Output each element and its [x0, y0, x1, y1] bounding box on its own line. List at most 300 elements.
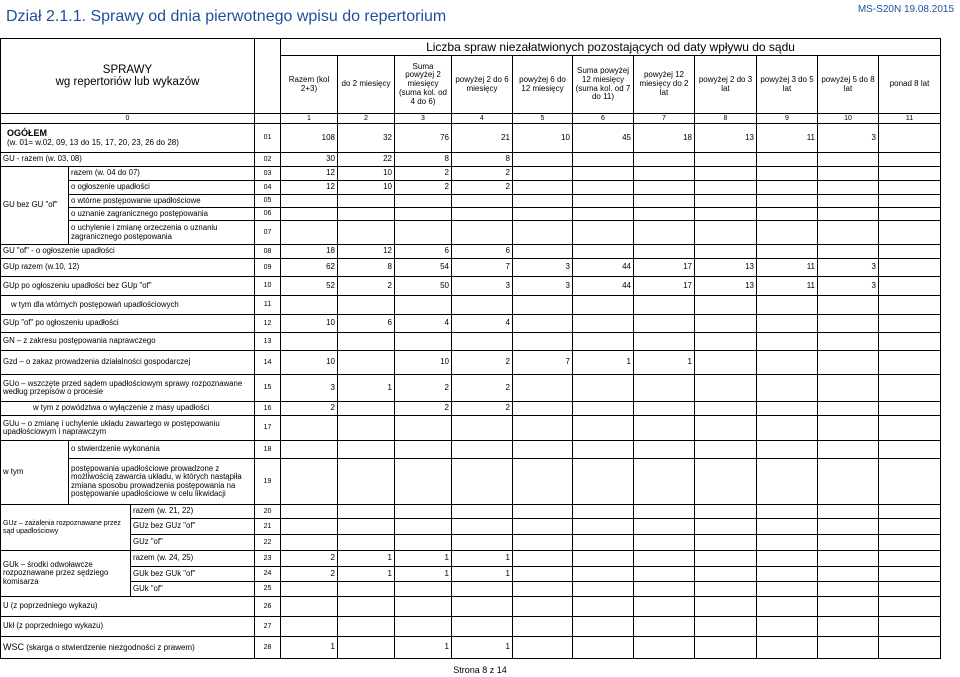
value-cell [634, 153, 695, 167]
value-cell: 10 [281, 351, 338, 375]
group-label-wtym: w tym [1, 441, 69, 505]
column-header: ponad 8 lat [879, 56, 941, 114]
value-cell [634, 333, 695, 351]
table-row [1, 617, 941, 637]
value-cell [513, 505, 573, 519]
value-cell [818, 416, 879, 441]
value-cell: 3 [818, 124, 879, 153]
row-code: 13 [255, 333, 281, 351]
row-label: U (z poprzedniego wykazu) [1, 597, 255, 617]
value-cell [452, 195, 513, 208]
row-code: 15 [255, 375, 281, 402]
value-cell [513, 208, 573, 221]
value-cell [338, 296, 395, 315]
value-cell [634, 617, 695, 637]
value-cell: 3 [818, 277, 879, 296]
value-cell [338, 535, 395, 551]
value-cell [695, 195, 757, 208]
row-code: 25 [255, 582, 281, 597]
value-cell: 3 [513, 259, 573, 277]
value-cell [634, 221, 695, 245]
row-label: GU - razem (w. 03, 08) [1, 153, 255, 167]
value-cell [513, 617, 573, 637]
value-cell: 1 [338, 375, 395, 402]
row-label: GN – z zakresu postępowania naprawczego [1, 333, 255, 351]
value-cell [634, 597, 695, 617]
value-cell [338, 221, 395, 245]
value-cell: 1 [395, 567, 452, 582]
index-code-cell [255, 114, 281, 124]
value-cell [695, 181, 757, 195]
value-cell [818, 567, 879, 582]
value-cell [695, 441, 757, 459]
column-header: powyżej 6 do 12 miesięcy [513, 56, 573, 114]
value-cell [695, 551, 757, 567]
value-cell-empty [879, 567, 941, 582]
value-cell: 108 [281, 124, 338, 153]
value-cell [395, 195, 452, 208]
value-cell: 2 [395, 375, 452, 402]
value-cell [634, 535, 695, 551]
value-cell [695, 208, 757, 221]
value-cell [818, 315, 879, 333]
value-cell [573, 519, 634, 535]
index-cell: 9 [757, 114, 818, 124]
value-cell [818, 535, 879, 551]
value-cell [818, 617, 879, 637]
row-code: 06 [255, 208, 281, 221]
value-cell [695, 597, 757, 617]
value-cell: 13 [695, 259, 757, 277]
value-cell-empty [879, 181, 941, 195]
value-cell: 11 [757, 259, 818, 277]
value-cell [695, 221, 757, 245]
table-row [1, 245, 941, 259]
value-cell [757, 459, 818, 505]
value-cell [818, 208, 879, 221]
top-header: Liczba spraw niezałatwionych pozostających od daty wpływu do sądu [281, 39, 941, 56]
value-cell [452, 535, 513, 551]
value-cell: 17 [634, 259, 695, 277]
value-cell-empty [879, 582, 941, 597]
row-label: GUu – o zmianę i uchylenie układu zawartego w postępowaniu upadłościowym i naprawczym [1, 416, 255, 441]
value-cell [573, 505, 634, 519]
row-label: GUz "of" [131, 535, 255, 551]
index-cell: 7 [634, 114, 695, 124]
value-cell [818, 351, 879, 375]
value-cell [338, 333, 395, 351]
row-code: 10 [255, 277, 281, 296]
row-label: razem (w. 24, 25) [131, 551, 255, 567]
value-cell [818, 519, 879, 535]
value-cell [573, 637, 634, 659]
column-header: Suma powyżej 2 miesięcy (suma kol. od 4 do 6) [395, 56, 452, 114]
value-cell [818, 221, 879, 245]
row-code: 03 [255, 167, 281, 181]
value-cell [395, 617, 452, 637]
value-cell: 2 [338, 277, 395, 296]
value-cell-empty [879, 277, 941, 296]
value-cell [818, 551, 879, 567]
value-cell [757, 167, 818, 181]
value-cell: 3 [281, 375, 338, 402]
table-row [1, 221, 941, 245]
value-cell [338, 597, 395, 617]
value-cell [513, 153, 573, 167]
value-cell [513, 416, 573, 441]
value-cell-empty [879, 333, 941, 351]
value-cell [695, 245, 757, 259]
value-cell [695, 402, 757, 416]
index-cell: 1 [281, 114, 338, 124]
value-cell [818, 167, 879, 181]
row-label: o wtórne postępowanie upadłościowe [69, 195, 255, 208]
spawy-header-line2: wg repertoriów lub wykazów [55, 76, 200, 88]
value-cell [573, 153, 634, 167]
value-cell: 2 [281, 551, 338, 567]
column-header: Razem (kol 2+3) [281, 56, 338, 114]
value-cell [281, 505, 338, 519]
row-label: GUk bez GUk "of" [131, 567, 255, 582]
value-cell: 2 [395, 402, 452, 416]
value-cell [818, 459, 879, 505]
group-label-guz: GUz – zażalenia rozpoznawane przez sąd upadłościowy [1, 505, 131, 551]
value-cell: 3 [513, 277, 573, 296]
row-code: 08 [255, 245, 281, 259]
value-cell [395, 208, 452, 221]
value-cell [573, 167, 634, 181]
value-cell: 1 [338, 551, 395, 567]
value-cell [818, 597, 879, 617]
value-cell-empty [879, 597, 941, 617]
value-cell [513, 535, 573, 551]
value-cell [513, 245, 573, 259]
value-cell: 6 [452, 245, 513, 259]
row-label: o uchylenie i zmianę orzeczenia o uznaniu zagranicznego postępowania [69, 221, 255, 245]
row-code: 02 [255, 153, 281, 167]
value-cell [281, 519, 338, 535]
table-row [1, 505, 941, 519]
value-cell [757, 551, 818, 567]
value-cell [513, 333, 573, 351]
value-cell: 2 [281, 567, 338, 582]
value-cell [695, 459, 757, 505]
row-code: 18 [255, 441, 281, 459]
row-code: 23 [255, 551, 281, 567]
value-cell [513, 582, 573, 597]
code-column-header [255, 39, 281, 114]
total-label: OGÓŁEM [7, 128, 47, 139]
value-cell: 2 [452, 351, 513, 375]
value-cell: 12 [281, 181, 338, 195]
value-cell [757, 519, 818, 535]
value-cell [452, 441, 513, 459]
row-label: razem (w. 21, 22) [131, 505, 255, 519]
value-cell: 11 [757, 124, 818, 153]
row-code: 11 [255, 296, 281, 315]
value-cell [634, 551, 695, 567]
value-cell [513, 167, 573, 181]
index-cell: 4 [452, 114, 513, 124]
value-cell: 44 [573, 259, 634, 277]
value-cell [695, 153, 757, 167]
value-cell: 10 [338, 181, 395, 195]
value-cell: 2 [452, 181, 513, 195]
value-cell: 1 [281, 637, 338, 659]
value-cell [452, 208, 513, 221]
value-cell: 1 [634, 351, 695, 375]
value-cell [573, 567, 634, 582]
value-cell: 2 [395, 167, 452, 181]
value-cell [634, 567, 695, 582]
value-cell [452, 333, 513, 351]
value-cell [338, 582, 395, 597]
value-cell [452, 582, 513, 597]
value-cell: 8 [395, 153, 452, 167]
value-cell [695, 351, 757, 375]
value-cell [573, 535, 634, 551]
value-cell [695, 582, 757, 597]
value-cell [573, 375, 634, 402]
value-cell [573, 402, 634, 416]
value-cell [573, 441, 634, 459]
value-cell [757, 617, 818, 637]
value-cell-empty [879, 617, 941, 637]
value-cell-empty [879, 459, 941, 505]
value-cell [634, 195, 695, 208]
row-code: 16 [255, 402, 281, 416]
value-cell: 11 [757, 277, 818, 296]
value-cell [818, 195, 879, 208]
value-cell [573, 245, 634, 259]
value-cell [634, 416, 695, 441]
row-code: 28 [255, 637, 281, 659]
value-cell: 21 [452, 124, 513, 153]
value-cell [818, 375, 879, 402]
value-cell: 76 [395, 124, 452, 153]
value-cell [634, 208, 695, 221]
row-code: 17 [255, 416, 281, 441]
value-cell [573, 617, 634, 637]
value-cell [634, 505, 695, 519]
value-cell: 10 [338, 167, 395, 181]
row-label: Ukł (z poprzedniego wykazu) [1, 617, 255, 637]
value-cell-empty [879, 208, 941, 221]
value-cell: 2 [452, 402, 513, 416]
row-code: 21 [255, 519, 281, 535]
row-label: GUp po ogłoszeniu upadłości bez GUp "of" [1, 277, 255, 296]
table-row [1, 459, 941, 505]
value-cell: 7 [452, 259, 513, 277]
value-cell [513, 315, 573, 333]
value-cell [513, 181, 573, 195]
value-cell [818, 505, 879, 519]
group-label-guk: GUk – środki odwoławcze rozpoznawane przez sędziego komisarza [1, 551, 131, 597]
value-cell [695, 416, 757, 441]
value-cell [757, 375, 818, 402]
value-cell: 13 [695, 124, 757, 153]
value-cell-empty [879, 375, 941, 402]
column-header: do 2 miesięcy [338, 56, 395, 114]
value-cell: 10 [513, 124, 573, 153]
value-cell: 1 [452, 551, 513, 567]
value-cell-empty [879, 441, 941, 459]
row-label: GUp razem (w.10, 12) [1, 259, 255, 277]
page-number: Strona 8 z 14 [453, 665, 507, 675]
row-label: GU "of" - o ogłoszenie upadłości [1, 245, 255, 259]
table-row [1, 637, 941, 659]
value-cell-empty [879, 416, 941, 441]
value-cell [395, 505, 452, 519]
row-label: razem (w. 04 do 07) [69, 167, 255, 181]
spawy-header-line1: SPRAWY [102, 63, 153, 76]
wsc-label: WSC [3, 641, 24, 652]
table-row [1, 153, 941, 167]
value-cell [818, 153, 879, 167]
value-cell [281, 296, 338, 315]
column-header: powyżej 5 do 8 lat [818, 56, 879, 114]
value-cell [757, 567, 818, 582]
value-cell: 18 [281, 245, 338, 259]
row-label: GUp "of" po ogłoszeniu upadłości [1, 315, 255, 333]
value-cell [452, 519, 513, 535]
column-header: powyżej 3 do 5 lat [757, 56, 818, 114]
row-label: o ogłoszenie upadłości [69, 181, 255, 195]
row-label: o uznanie zagranicznego postępowania [69, 208, 255, 221]
value-cell-empty [879, 153, 941, 167]
row-label [1, 124, 255, 153]
row-code: 05 [255, 195, 281, 208]
value-cell [395, 333, 452, 351]
value-cell [757, 416, 818, 441]
index-cell: 2 [338, 114, 395, 124]
value-cell [757, 351, 818, 375]
value-cell [634, 245, 695, 259]
value-cell [395, 597, 452, 617]
value-cell [338, 441, 395, 459]
value-cell [818, 296, 879, 315]
index-cell: 11 [879, 114, 941, 124]
value-cell [281, 597, 338, 617]
value-cell [338, 208, 395, 221]
value-cell: 32 [338, 124, 395, 153]
value-cell [338, 637, 395, 659]
value-cell: 12 [281, 167, 338, 181]
value-cell [634, 519, 695, 535]
value-cell [573, 195, 634, 208]
value-cell [452, 221, 513, 245]
value-cell [634, 637, 695, 659]
value-cell [513, 195, 573, 208]
value-cell: 1 [338, 567, 395, 582]
value-cell-empty [879, 259, 941, 277]
value-cell [281, 582, 338, 597]
value-cell [757, 333, 818, 351]
value-cell: 12 [338, 245, 395, 259]
value-cell [452, 617, 513, 637]
value-cell [634, 582, 695, 597]
value-cell [573, 459, 634, 505]
value-cell [818, 333, 879, 351]
table-row [1, 208, 941, 221]
value-cell [757, 195, 818, 208]
value-cell: 22 [338, 153, 395, 167]
wsc-desc: (skarga o stwierdzenie niezgodności z prawem) [24, 642, 195, 652]
value-cell [395, 519, 452, 535]
value-cell: 52 [281, 277, 338, 296]
value-cell-empty [879, 221, 941, 245]
row-code: 12 [255, 315, 281, 333]
value-cell [338, 459, 395, 505]
value-cell [395, 441, 452, 459]
value-cell [573, 221, 634, 245]
value-cell [395, 582, 452, 597]
table-row [1, 195, 941, 208]
row-code: 26 [255, 597, 281, 617]
value-cell-empty [879, 519, 941, 535]
value-cell: 44 [573, 277, 634, 296]
table-row [1, 582, 941, 597]
value-cell: 54 [395, 259, 452, 277]
value-cell: 10 [281, 315, 338, 333]
value-cell-empty [879, 167, 941, 181]
value-cell [513, 519, 573, 535]
value-cell: 50 [395, 277, 452, 296]
value-cell [281, 617, 338, 637]
value-cell: 8 [338, 259, 395, 277]
value-cell [634, 181, 695, 195]
row-label: GUk "of" [131, 582, 255, 597]
value-cell: 2 [395, 181, 452, 195]
table-row [1, 296, 941, 315]
value-cell [695, 296, 757, 315]
value-cell [573, 582, 634, 597]
row-code: 27 [255, 617, 281, 637]
index-cell: 0 [1, 114, 255, 124]
row-code: 14 [255, 351, 281, 375]
table-row [1, 277, 941, 296]
value-cell [281, 208, 338, 221]
value-cell-empty [879, 296, 941, 315]
value-cell [513, 296, 573, 315]
column-header: Suma powyżej 12 miesięcy (suma kol. od 7 do 11) [573, 56, 634, 114]
value-cell [281, 459, 338, 505]
value-cell [573, 296, 634, 315]
value-cell [757, 582, 818, 597]
row-label: GUo – wszczęte przed sądem upadłościowym sprawy rozpoznawane według przepisów o procesie [1, 375, 255, 402]
value-cell: 1 [573, 351, 634, 375]
value-cell: 3 [818, 259, 879, 277]
row-label: Gzd – o zakaz prowadzenia działalności gospodarczej [1, 351, 255, 375]
group-label-gu: GU bez GU "of" [1, 167, 69, 245]
table-row [1, 167, 941, 181]
value-cell [695, 167, 757, 181]
index-cell: 5 [513, 114, 573, 124]
value-cell [634, 459, 695, 505]
value-cell [818, 245, 879, 259]
document-code: MS-S20N 19.08.2015 [857, 4, 954, 15]
row-label: w tym dla wtórnych postępowań upadłościowych [1, 296, 255, 315]
value-cell [695, 375, 757, 402]
value-cell [634, 167, 695, 181]
value-cell [634, 402, 695, 416]
value-cell [757, 315, 818, 333]
value-cell: 1 [395, 551, 452, 567]
value-cell: 4 [395, 315, 452, 333]
row-code: 09 [255, 259, 281, 277]
table-row [1, 567, 941, 582]
spawy-header [1, 39, 255, 114]
